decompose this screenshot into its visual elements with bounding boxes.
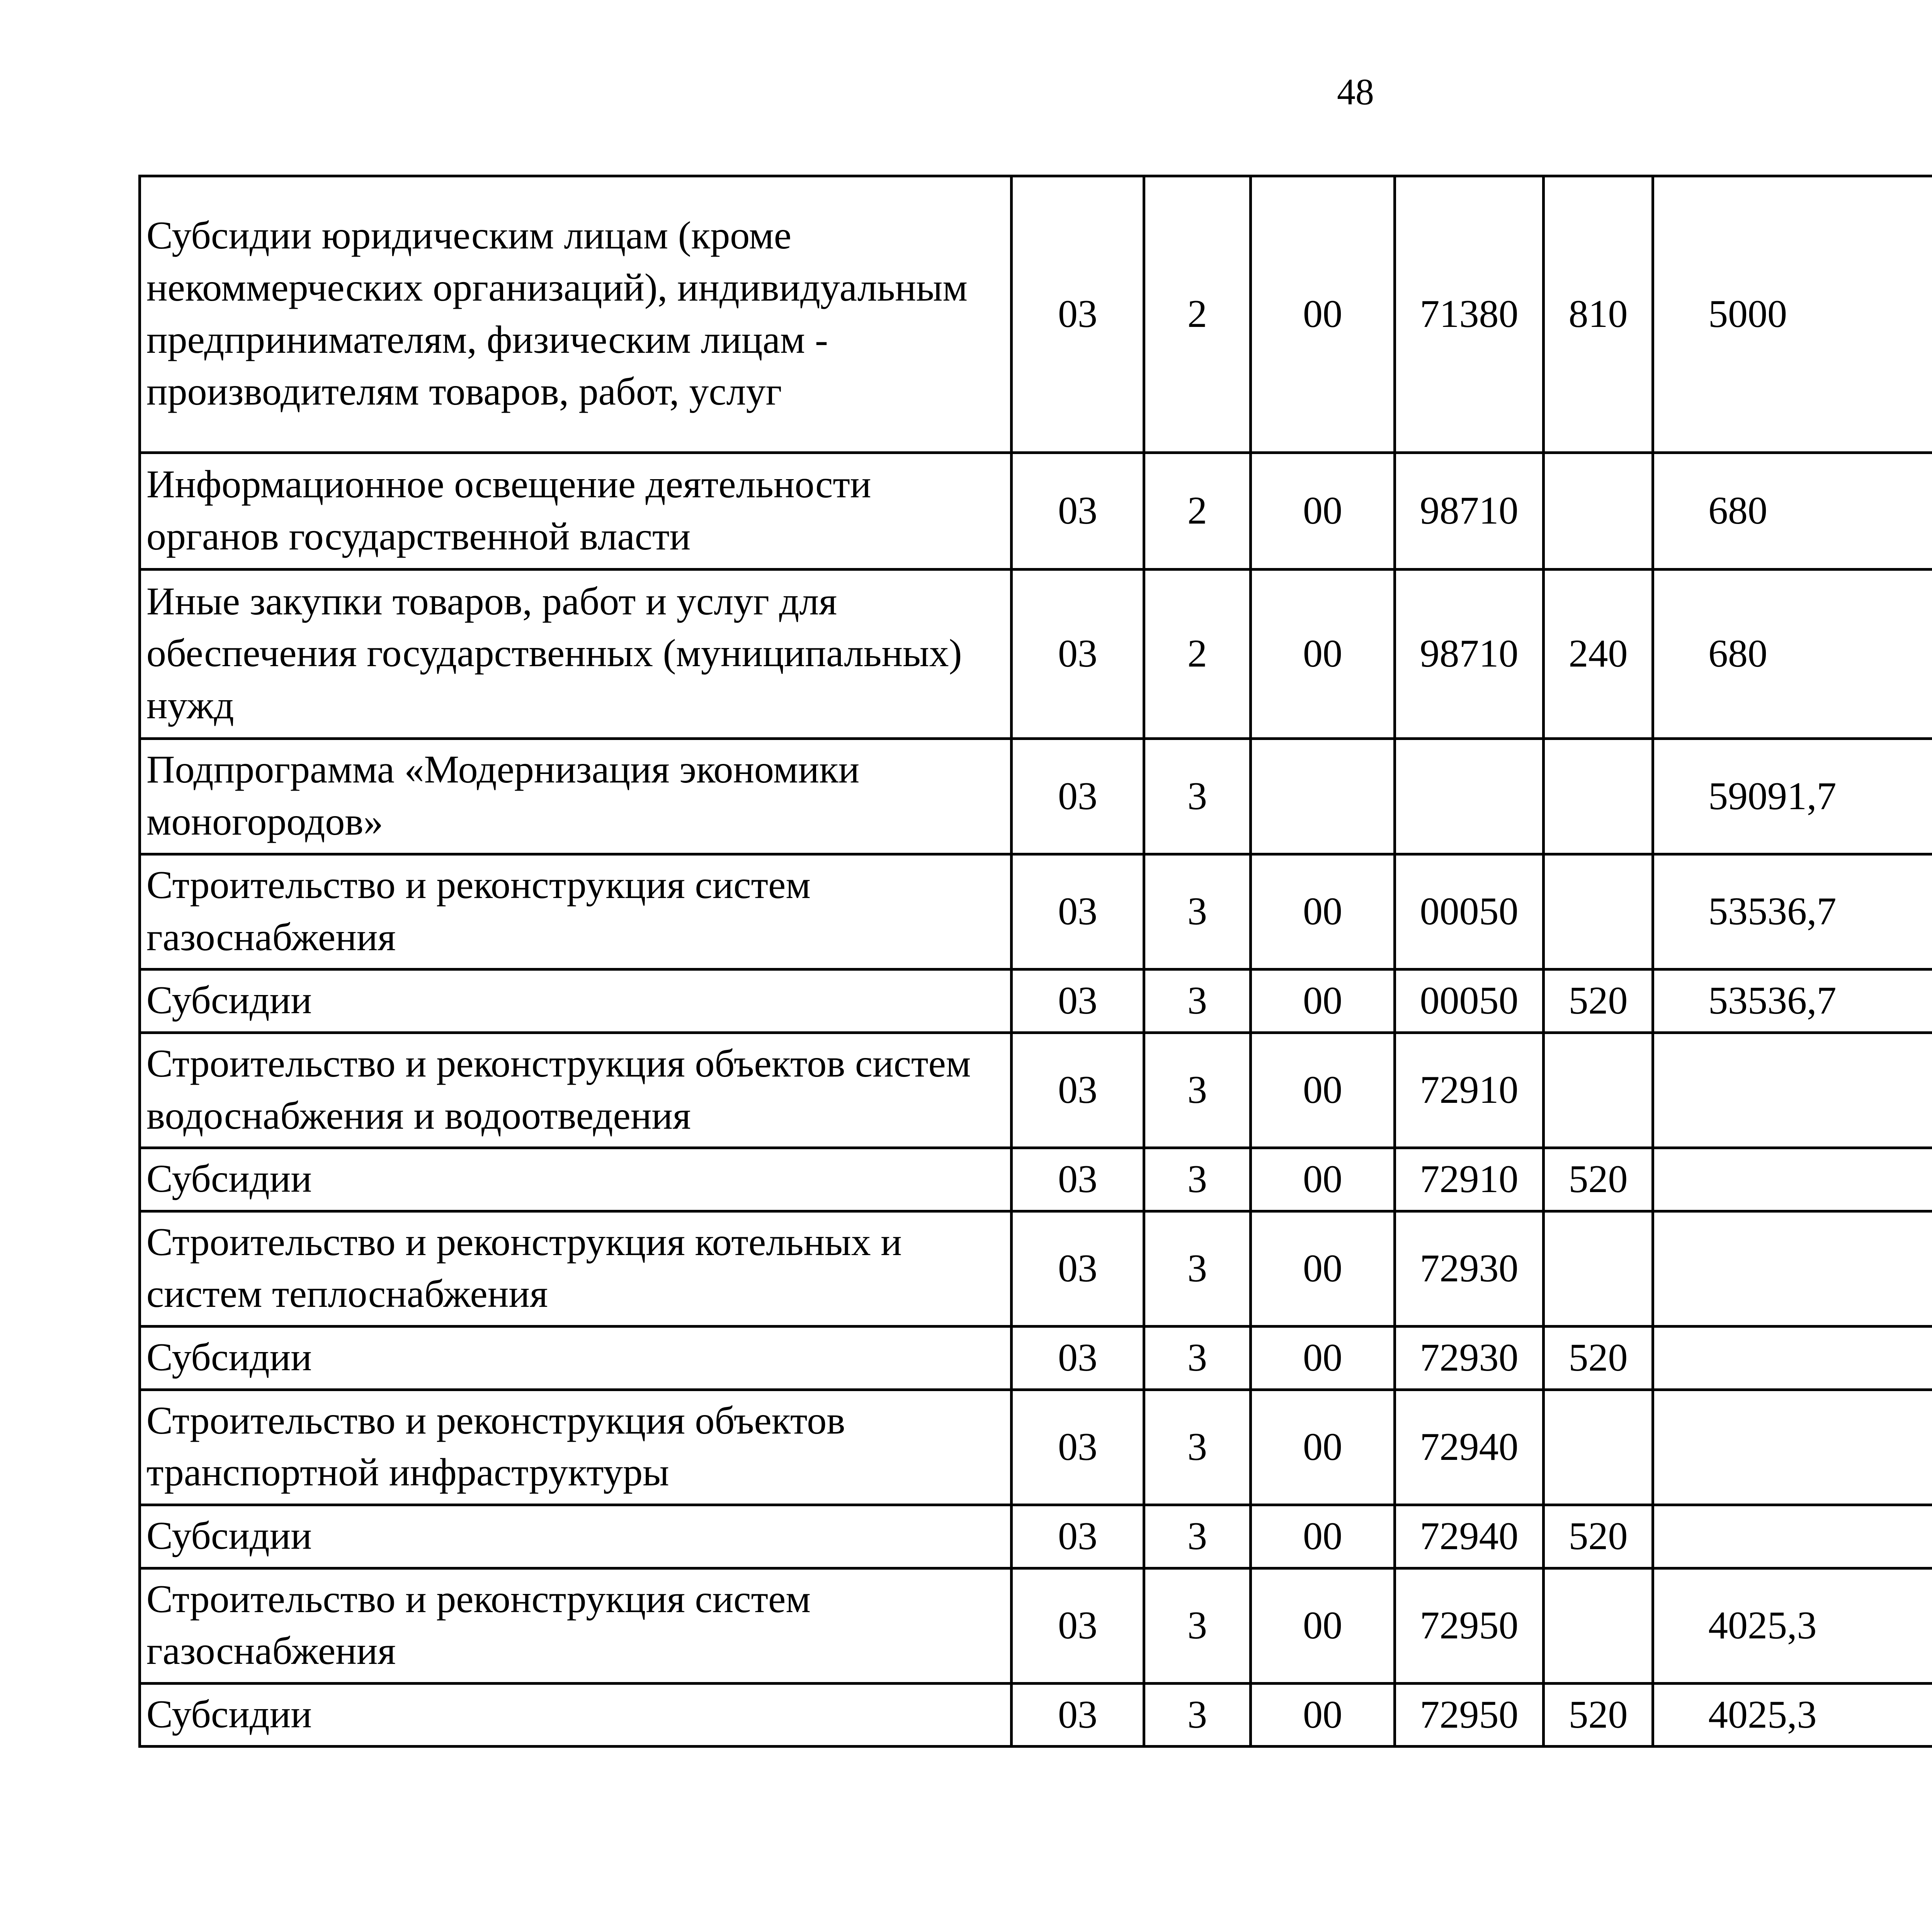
code-subprogram: [1251, 739, 1395, 854]
table-row: [140, 1148, 1932, 1211]
code-subprogram: 00: [1251, 1568, 1395, 1683]
page-number: 48: [1337, 71, 1374, 112]
code-section: 03: [1012, 1505, 1144, 1568]
code-subprogram: 00: [1251, 1683, 1395, 1747]
amount-year-1: [1653, 1148, 1932, 1211]
row-name: Информационное освещение деятельности органов государственной власти: [140, 453, 1012, 570]
row-name: Строительство и реконструкция котельных и систем теплоснабжения: [140, 1211, 1012, 1326]
table-row: [140, 453, 1932, 570]
code-program: 3: [1144, 854, 1251, 970]
code-target: 00050: [1395, 970, 1544, 1033]
code-expense-type: [1544, 1211, 1653, 1326]
amount-year-1: [1653, 1211, 1932, 1326]
code-subprogram: 00: [1251, 570, 1395, 739]
row-name: Субсидии: [140, 1683, 1012, 1747]
code-program: 3: [1144, 1148, 1251, 1211]
row-name: Субсидии: [140, 1327, 1012, 1390]
row-name: Субсидии: [140, 970, 1012, 1033]
code-program: 3: [1144, 1327, 1251, 1390]
row-name: Строительство и реконструкция систем газоснабжения: [140, 1568, 1012, 1683]
row-name: Субсидии юридическим лицам (кроме некоммерческих организаций), индивидуальным предпринимателям, физическим лицам - производителям товаров, работ, услуг: [140, 176, 1012, 453]
amount-year-1: [1653, 1390, 1932, 1505]
code-target: [1395, 739, 1544, 854]
code-expense-type: [1544, 453, 1653, 570]
row-name: Строительство и реконструкция систем газоснабжения: [140, 854, 1012, 970]
code-subprogram: 00: [1251, 1211, 1395, 1326]
code-target: 72910: [1395, 1032, 1544, 1148]
code-target: 72930: [1395, 1211, 1544, 1326]
row-name: Подпрограмма «Модернизация экономики моногородов»: [140, 739, 1012, 854]
table-row: [140, 1327, 1932, 1390]
code-program: 3: [1144, 739, 1251, 854]
table-row: [140, 1211, 1932, 1326]
code-section: 03: [1012, 1211, 1144, 1326]
code-expense-type: [1544, 1032, 1653, 1148]
code-subprogram: 00: [1251, 1148, 1395, 1211]
code-program: 3: [1144, 1032, 1251, 1148]
code-program: 2: [1144, 176, 1251, 453]
budget-table: [138, 175, 1932, 1748]
code-section: 03: [1012, 176, 1144, 453]
code-expense-type: 240: [1544, 570, 1653, 739]
code-subprogram: 00: [1251, 1505, 1395, 1568]
row-name: Строительство и реконструкция объектов транспортной инфраструктуры: [140, 1390, 1012, 1505]
code-target: 72940: [1395, 1505, 1544, 1568]
code-program: 3: [1144, 1505, 1251, 1568]
row-name: Субсидии: [140, 1148, 1012, 1211]
amount-year-1: 4025,3: [1653, 1683, 1932, 1747]
code-section: 03: [1012, 570, 1144, 739]
code-subprogram: 00: [1251, 453, 1395, 570]
table-row: [140, 1568, 1932, 1683]
amount-year-1: 4025,3: [1653, 1568, 1932, 1683]
code-section: 03: [1012, 1568, 1144, 1683]
code-expense-type: [1544, 739, 1653, 854]
code-section: 03: [1012, 1683, 1144, 1747]
code-target: 98710: [1395, 570, 1544, 739]
code-program: 2: [1144, 570, 1251, 739]
amount-year-1: 5000: [1653, 176, 1932, 453]
table-row: [140, 739, 1932, 854]
table-row: [140, 1683, 1932, 1747]
amount-year-1: [1653, 1032, 1932, 1148]
code-subprogram: 00: [1251, 1327, 1395, 1390]
code-target: 72950: [1395, 1568, 1544, 1683]
amount-year-1: 53536,7: [1653, 854, 1932, 970]
code-target: 00050: [1395, 854, 1544, 970]
code-section: 03: [1012, 739, 1144, 854]
code-section: 03: [1012, 854, 1144, 970]
code-program: 3: [1144, 1211, 1251, 1326]
row-name: Иные закупки товаров, работ и услуг для обеспечения государственных (муниципальных) нужд: [140, 570, 1012, 739]
table-row: [140, 1505, 1932, 1568]
code-program: 3: [1144, 970, 1251, 1033]
code-expense-type: [1544, 854, 1653, 970]
table-row: [140, 854, 1932, 970]
code-expense-type: 810: [1544, 176, 1653, 453]
code-subprogram: 00: [1251, 1032, 1395, 1148]
code-section: 03: [1012, 453, 1144, 570]
code-program: 3: [1144, 1568, 1251, 1683]
code-subprogram: 00: [1251, 176, 1395, 453]
code-section: 03: [1012, 970, 1144, 1033]
code-section: 03: [1012, 1148, 1144, 1211]
code-expense-type: 520: [1544, 1148, 1653, 1211]
code-target: 71380: [1395, 176, 1544, 453]
table-row: [140, 970, 1932, 1033]
table-row: [140, 1390, 1932, 1505]
amount-year-1: 59091,7: [1653, 739, 1932, 854]
code-expense-type: 520: [1544, 1505, 1653, 1568]
code-target: 72930: [1395, 1327, 1544, 1390]
code-subprogram: 00: [1251, 970, 1395, 1033]
row-name: Субсидии: [140, 1505, 1012, 1568]
amount-year-1: [1653, 1327, 1932, 1390]
code-expense-type: 520: [1544, 1327, 1653, 1390]
code-section: 03: [1012, 1032, 1144, 1148]
code-target: 98710: [1395, 453, 1544, 570]
code-program: 3: [1144, 1390, 1251, 1505]
row-name: Строительство и реконструкция объектов систем водоснабжения и водоотведения: [140, 1032, 1012, 1148]
code-expense-type: 520: [1544, 1683, 1653, 1747]
code-expense-type: [1544, 1390, 1653, 1505]
code-target: 72950: [1395, 1683, 1544, 1747]
code-subprogram: 00: [1251, 854, 1395, 970]
code-program: 2: [1144, 453, 1251, 570]
code-target: 72940: [1395, 1390, 1544, 1505]
code-expense-type: 520: [1544, 970, 1653, 1033]
amount-year-1: 53536,7: [1653, 970, 1932, 1033]
code-program: 3: [1144, 1683, 1251, 1747]
code-expense-type: [1544, 1568, 1653, 1683]
code-subprogram: 00: [1251, 1390, 1395, 1505]
amount-year-1: 680: [1653, 570, 1932, 739]
table-row: [140, 570, 1932, 739]
table-row: [140, 1032, 1932, 1148]
code-target: 72910: [1395, 1148, 1544, 1211]
code-section: 03: [1012, 1327, 1144, 1390]
amount-year-1: [1653, 1505, 1932, 1568]
table-row: [140, 176, 1932, 453]
code-section: 03: [1012, 1390, 1144, 1505]
amount-year-1: 680: [1653, 453, 1932, 570]
